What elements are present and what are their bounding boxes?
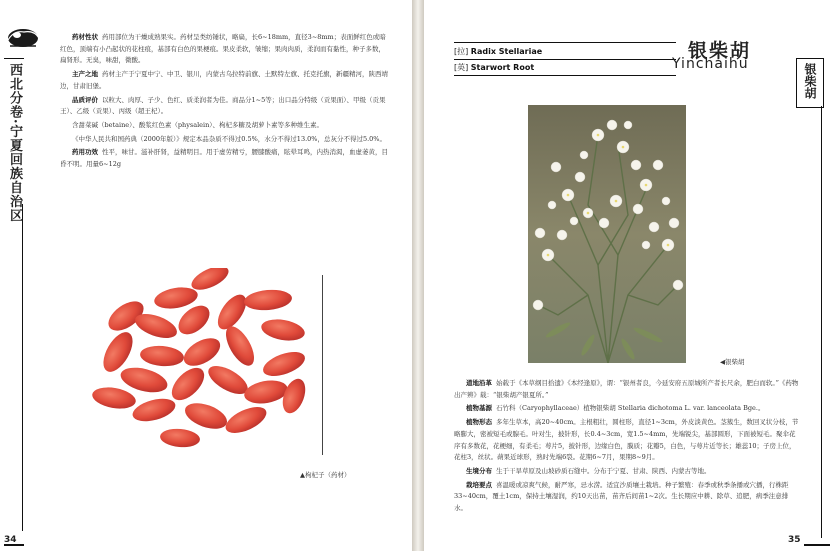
right-body-text [454, 378, 799, 517]
paragraph-text: 含甜菜碱（betaine）、酸浆红色素（physalein）、枸杞多糖及胡萝卜素等多种维生素。 [72, 120, 324, 129]
paragraph-label: 植物基源 [466, 404, 492, 413]
paragraph [60, 32, 388, 67]
page-number-left: 34 [4, 535, 17, 545]
paragraph-label: 栽培要点 [466, 480, 492, 489]
paragraph [454, 417, 799, 464]
english-name: Starwort Root [470, 63, 535, 72]
herb-title-chinese: 银柴胡 [688, 40, 752, 62]
header-rule-bottom [454, 75, 676, 76]
paragraph [60, 120, 388, 132]
paragraph-text: 以粒大、肉厚、子少、色红、质柔润者为佳。商品分1~5等；出口品分特级（贡果面）、甲级（贡果王）、乙级（贡果）、丙级（超王杞）。 [60, 95, 386, 116]
page-number-bar-right [804, 544, 830, 546]
header-rule-mid [454, 59, 676, 60]
paragraph [60, 95, 388, 118]
herb-header [454, 42, 676, 76]
book-gutter [412, 0, 424, 551]
paragraph-text: 生于干旱草原及山坡砂质石缝中。分布于宁夏、甘肃、陕西、内蒙古等地。 [496, 466, 711, 475]
side-title-right-text: 银柴胡 [803, 63, 817, 99]
side-divider-right [821, 106, 822, 538]
left-page [0, 0, 412, 551]
side-title-text: 西北分卷·宁夏回族自治区 [7, 63, 22, 223]
paragraph-text: 喜温暖或凉爽气候，耐严寒，忌水涝。适宜沙质壤土栽培。种子繁殖：春季或秋季条播或穴播，行株距33~40cm，覆土1cm，保持土壤湿润，约10天出苗，苗齐后间苗1~2次。生长期应中耕、除草、追肥，病季注意排水。 [454, 480, 789, 513]
paragraph-label: 药用功效 [72, 148, 98, 157]
latin-tag: [拉] [454, 47, 469, 56]
paragraph-text: 始载于《本草纲目拾遗》《本经逢原》，谓：“银州者良，今延安府五原城所产者长尺余，肥白而软。”《药物出产辨》载：“银柴胡产银夏所。” [454, 379, 799, 399]
latin-name: Radix Stellariae [470, 47, 543, 56]
plant-caption: ◀银柴胡 [720, 358, 745, 366]
goji-caption: ▲枸杞子（药材） [300, 471, 351, 479]
paragraph [60, 134, 388, 146]
paragraph-label: 药材性状 [72, 33, 98, 41]
paragraph [60, 147, 388, 170]
paragraph-label: 植物形态 [466, 418, 492, 427]
header-rule-top [454, 42, 676, 43]
paragraph-label: 生境分布 [466, 466, 492, 475]
side-title-left [4, 58, 24, 531]
paragraph-text: 多年生草本，高20~40cm。主根粗壮，圆柱形，直径1~3cm，外皮淡黄色。茎簇生，数回叉状分枝，节略膨大，密被短毛或腺毛。叶对生，披针形，长0.4~3cm，宽1.5~4mm，先端锐尖，基部圆形，下面被短毛。聚伞花序有多数花，花梗细，有柔毛；萼片5，披针形，边缘白色，膜质；花瓣5，白色，与萼片近等长；雄蕊10；子房上位，花柱3，丝状。蒴果近球形，熟时先端6裂。花期6~7月，果期8~9月。 [454, 418, 799, 462]
paragraph-label: 品质评价 [72, 95, 98, 104]
paragraph-text: 石竹科（Caryophyllaceae）植物银柴胡 Stellaria dichotoma L. var. lanceolata Bge.。 [496, 404, 765, 413]
left-body-text [60, 32, 388, 173]
paragraph [454, 480, 799, 515]
side-title-right [796, 58, 824, 108]
page-number-right: 35 [788, 535, 801, 545]
emblem-icon [4, 24, 42, 50]
stellaria-plant-image [528, 105, 686, 363]
side-divider [22, 204, 23, 531]
paragraph [454, 378, 799, 401]
paragraph [60, 69, 388, 92]
english-name-row [454, 62, 534, 73]
paragraph [454, 403, 799, 415]
paragraph-text: 药材主产于宁夏中宁、中卫、银川，内蒙古乌拉特前旗、土默特左旗、托克托旗，新疆精河，陕西靖边，甘肃旧堡。 [60, 70, 388, 90]
herb-title-pinyin: Yinchaihu [672, 56, 749, 72]
paragraph-text: 《中华人民共和国药典（2000年版）》规定本品杂质不得过0.5%，水分不得过13.0%，总灰分不得过5.0%。 [72, 134, 386, 143]
english-tag: [英] [454, 63, 469, 72]
paragraph [454, 466, 799, 478]
image-rule [322, 275, 323, 455]
paragraph-text: 药用部位为干燥成熟果实。药材呈类纺锤状，略扁，长6~18mm，直径3~8mm；表面鲜红色或暗红色，顶端有小凸起状的花柱痕，基部有白色的果梗痕。果皮柔软，皱缩；果肉肉质，柔润而有黏性，种子多数，扁肾形。无臭，味甜，微酸。 [60, 33, 386, 65]
right-page [424, 0, 836, 551]
paragraph-text: 性平，味甘。滋补肝肾，益精明目。用于虚劳精亏，腰膝酸痛，眩晕耳鸣，内热消渴，血虚萎黄，目昏不明。用量6~12g [60, 148, 388, 169]
goji-berries-image [88, 268, 320, 450]
paragraph-label: 道地沿革 [466, 379, 492, 387]
paragraph-label: 主产之地 [72, 70, 98, 79]
latin-name-row [454, 46, 542, 57]
